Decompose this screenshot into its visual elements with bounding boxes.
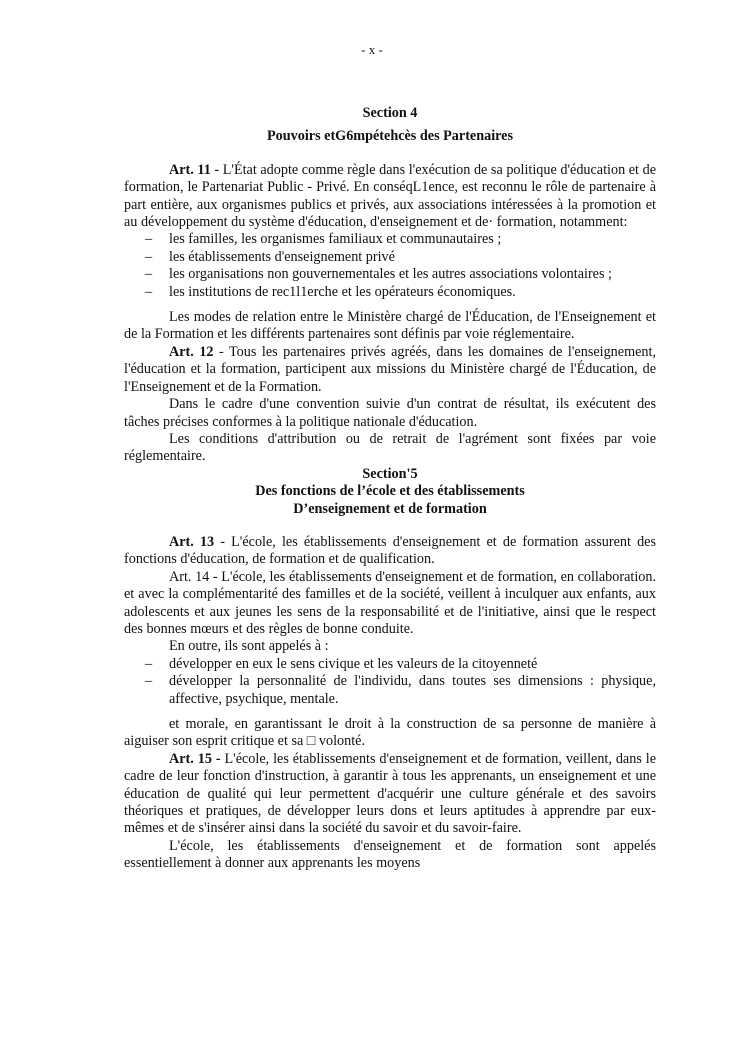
- section-5-subtitle-2: D’enseignement et de formation: [293, 500, 487, 517]
- article-12-text: - Tous les partenaires privés agréés, dans les domaines de l'enseignement, l'éducation et la formation, participent aux missions du Ministère chargé de l'Éducation, de l'Enseignement et de la Formation.: [124, 343, 656, 395]
- list-item: – développer la personnalité de l'individu, dans toutes ses dimensions : physique, affective, psychique, mentale.: [124, 673, 656, 708]
- article-11-label: Art. 11: [169, 161, 211, 178]
- document-body: [124, 105, 656, 873]
- section-4-subtitle: Pouvoirs etG6mpétehcès des Partenaires: [267, 128, 513, 145]
- list-item: – les familles, les organismes familiaux et communautaires ;: [124, 231, 656, 248]
- list-item: – les institutions de rec1l1erche et les opérateurs économiques.: [124, 284, 656, 301]
- article-12-paragraph: [124, 344, 656, 396]
- section-5-subtitle-1: Des fonctions de l’école et des établissements: [255, 483, 525, 500]
- article-14-intro: En outre, ils sont appelés à :: [169, 638, 329, 655]
- article-11-paragraph-2: Les modes de relation entre le Ministère chargé de l'Éducation, de l'Enseignement et de la Formation et les différents partenaires sont définis par voie réglementaire.: [124, 309, 656, 343]
- article-14-paragraph-3: et morale, en garantissant le droit à la construction de sa personne de manière à aiguiser son esprit critique et sa □ volonté.: [124, 716, 656, 750]
- list-item: – développer en eux le sens civique et les valeurs de la citoyenneté: [124, 656, 656, 673]
- article-15-label: Art. 15 -: [169, 750, 221, 767]
- article-13-label: Art. 13: [169, 533, 215, 550]
- article-11-paragraph: [124, 162, 656, 232]
- article-15-text: L'école, les établissements d'enseignement et de formation, veillent, dans le cadre de leur fonction d'instruction, à garantir à tous les apprenants, un enseignement et une éducation de qualité qui leur permettent d'acquérir une culture générale et des savoirs théoriques et pratiques, de développer leurs dons et leurs aptitudes à apprendre par eux-mêmes et de s'insérer ainsi dans la société du savoir et du savoir-faire.: [124, 750, 656, 837]
- article-14-list: [124, 656, 656, 708]
- article-12-paragraph-3: Les conditions d'attribution ou de retrait de l'agrément sont fixées par voie réglementaire.: [124, 430, 656, 465]
- list-item: – les organisations non gouvernementales et les autres associations volontaires ;: [124, 266, 656, 283]
- page-number: - x -: [361, 42, 383, 57]
- article-11-list: [124, 231, 656, 301]
- article-15-paragraph: [124, 751, 656, 838]
- list-item: – les établissements d'enseignement privé: [124, 249, 656, 266]
- article-12-label: Art. 12: [169, 343, 214, 360]
- article-13-paragraph: [124, 534, 656, 569]
- article-15-paragraph-2: L'école, les établissements d'enseignement et de formation sont appelés essentiellement à donner aux apprenants les moyens: [124, 837, 656, 872]
- section-4-title: Section 4: [362, 105, 418, 121]
- article-13-text: - L'école, les établissements d'enseignement et de formation assurent des fonctions d'éducation, de formation et de qualification.: [124, 533, 656, 568]
- article-11-text: - L'État adopte comme règle dans l'exécution de sa politique d'éducation et de formation, le Partenariat Public - Privé. En conséqL1ence, est reconnu le rôle de partenaire à part entière, aux organismes publics et privés, aux associations intéressées à la promotion et au développement du système d'éducation, d'enseignement et de· formation, notamment:: [124, 161, 656, 231]
- article-14-paragraph: Art. 14 - L'école, les établissements d'enseignement et de formation, en collaboration. et avec la complémentarité des familles et de la société, veillent à inculquer aux enfants, aux adolescents et aux jeunes les sens de la responsabilité et de l'initiative, ainsi que le respect des bonnes mœurs et des règles de bonne conduite.: [124, 568, 656, 637]
- article-12-paragraph-2: Dans le cadre d'une convention suivie d'un contrat de résultat, ils exécutent des tâches précises conformes à la politique nationale d'éducation.: [124, 396, 656, 430]
- section-5-title: Section'5: [362, 465, 418, 482]
